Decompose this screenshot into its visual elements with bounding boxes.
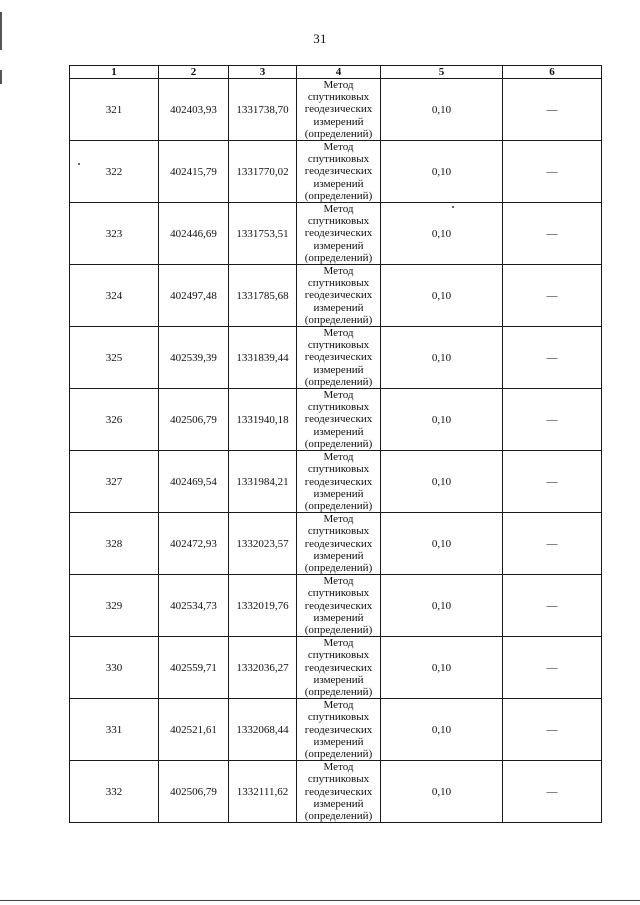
method-line: Метод — [323, 699, 354, 712]
table-row — [70, 79, 602, 141]
method-line: геодезических — [304, 537, 373, 550]
method-line: измерений — [313, 425, 364, 438]
accuracy-cell: 0,10 — [381, 203, 503, 265]
method-line: спутниковых — [307, 587, 370, 600]
x-coordinate-cell: 402506,79 — [159, 389, 229, 451]
method-line: геодезических — [304, 289, 373, 302]
method-line: измерений — [313, 487, 364, 500]
x-coordinate-cell: 402521,61 — [159, 699, 229, 761]
y-coordinate-cell: 1331785,68 — [229, 265, 297, 327]
note-cell: — — [503, 699, 602, 761]
y-coordinate-cell: 1331839,44 — [229, 327, 297, 389]
table-header — [70, 66, 602, 79]
table-body — [70, 79, 602, 823]
point-number-cell: 323 — [70, 203, 159, 265]
x-coordinate-cell: 402506,79 — [159, 761, 229, 823]
method-line: Метод — [323, 761, 354, 774]
y-coordinate-cell: 1331940,18 — [229, 389, 297, 451]
table-row — [70, 513, 602, 575]
method-line: спутниковых — [307, 711, 370, 724]
method-line: (определений) — [304, 313, 373, 326]
method-line: геодезических — [304, 723, 373, 736]
y-coordinate-cell: 1332019,76 — [229, 575, 297, 637]
method-line: Метод — [323, 141, 354, 154]
point-number-cell: 327 — [70, 451, 159, 513]
method-line: спутниковых — [307, 525, 370, 538]
accuracy-cell: 0,10 — [381, 575, 503, 637]
method-line: геодезических — [304, 413, 373, 426]
method-line: (определений) — [304, 685, 373, 698]
method-line: спутниковых — [307, 773, 370, 786]
table-row — [70, 699, 602, 761]
method-line: спутниковых — [307, 401, 370, 414]
method-line: геодезических — [304, 227, 373, 240]
method-line: спутниковых — [307, 463, 370, 476]
method-line: спутниковых — [307, 277, 370, 290]
method-line: измерений — [313, 549, 364, 562]
note-cell: — — [503, 265, 602, 327]
method-cell — [297, 203, 381, 265]
column-header-1: 1 — [70, 66, 159, 79]
point-number-cell: 322 — [70, 141, 159, 203]
y-coordinate-cell: 1331753,51 — [229, 203, 297, 265]
column-header-2: 2 — [159, 66, 229, 79]
accuracy-cell: 0,10 — [381, 699, 503, 761]
method-cell — [297, 699, 381, 761]
method-line: геодезических — [304, 599, 373, 612]
scan-bottom-edge — [0, 900, 640, 901]
x-coordinate-cell: 402403,93 — [159, 79, 229, 141]
page-number: 31 — [313, 31, 327, 46]
method-cell — [297, 265, 381, 327]
method-line: спутниковых — [307, 339, 370, 352]
point-number-cell: 332 — [70, 761, 159, 823]
point-number-cell: 329 — [70, 575, 159, 637]
y-coordinate-cell: 1332068,44 — [229, 699, 297, 761]
method-line: (определений) — [304, 189, 373, 202]
x-coordinate-cell: 402446,69 — [159, 203, 229, 265]
y-coordinate-cell: 1332023,57 — [229, 513, 297, 575]
method-line: Метод — [323, 451, 354, 464]
method-line: спутниковых — [307, 153, 370, 166]
table-row — [70, 575, 602, 637]
method-cell — [297, 513, 381, 575]
x-coordinate-cell: 402497,48 — [159, 265, 229, 327]
table-row — [70, 265, 602, 327]
method-line: Метод — [323, 203, 354, 216]
method-cell — [297, 637, 381, 699]
x-coordinate-cell: 402472,93 — [159, 513, 229, 575]
method-line: измерений — [313, 239, 364, 252]
method-cell — [297, 327, 381, 389]
point-number-cell: 326 — [70, 389, 159, 451]
method-line: Метод — [323, 389, 354, 402]
note-cell: — — [503, 761, 602, 823]
y-coordinate-cell: 1332036,27 — [229, 637, 297, 699]
table-row — [70, 327, 602, 389]
method-line: (определений) — [304, 747, 373, 760]
accuracy-cell: 0,10 — [381, 513, 503, 575]
method-line: спутниковых — [307, 649, 370, 662]
method-line: геодезических — [304, 785, 373, 798]
note-cell: — — [503, 141, 602, 203]
note-cell: — — [503, 575, 602, 637]
method-line: измерений — [313, 611, 364, 624]
column-header-4: 4 — [297, 66, 381, 79]
y-coordinate-cell: 1331770,02 — [229, 141, 297, 203]
method-line: геодезических — [304, 475, 373, 488]
point-number-cell: 321 — [70, 79, 159, 141]
accuracy-cell: 0,10 — [381, 451, 503, 513]
method-line: измерений — [313, 363, 364, 376]
method-line: (определений) — [304, 499, 373, 512]
method-line: (определений) — [304, 809, 373, 822]
method-line: измерений — [313, 301, 364, 314]
note-cell: — — [503, 389, 602, 451]
x-coordinate-cell: 402559,71 — [159, 637, 229, 699]
method-cell — [297, 389, 381, 451]
method-line: геодезических — [304, 103, 373, 116]
note-cell: — — [503, 203, 602, 265]
method-cell — [297, 141, 381, 203]
method-line: измерений — [313, 115, 364, 128]
accuracy-cell: 0,10 — [381, 637, 503, 699]
method-cell — [297, 575, 381, 637]
note-cell: — — [503, 79, 602, 141]
note-cell: — — [503, 513, 602, 575]
x-coordinate-cell: 402469,54 — [159, 451, 229, 513]
header-row — [70, 66, 602, 79]
point-number-cell: 325 — [70, 327, 159, 389]
x-coordinate-cell: 402539,39 — [159, 327, 229, 389]
y-coordinate-cell: 1332111,62 — [229, 761, 297, 823]
x-coordinate-cell: 402534,73 — [159, 575, 229, 637]
note-cell: — — [503, 327, 602, 389]
method-line: (определений) — [304, 437, 373, 450]
method-line: измерений — [313, 673, 364, 686]
method-line: измерений — [313, 177, 364, 190]
table-row — [70, 451, 602, 513]
method-line: (определений) — [304, 127, 373, 140]
scan-edge-mark-mid — [0, 70, 2, 84]
method-line: геодезических — [304, 661, 373, 674]
note-cell: — — [503, 637, 602, 699]
method-line: Метод — [323, 265, 354, 278]
x-coordinate-cell: 402415,79 — [159, 141, 229, 203]
method-line: измерений — [313, 797, 364, 810]
table-row — [70, 141, 602, 203]
y-coordinate-cell: 1331984,21 — [229, 451, 297, 513]
method-line: (определений) — [304, 251, 373, 264]
method-line: (определений) — [304, 375, 373, 388]
y-coordinate-cell: 1331738,70 — [229, 79, 297, 141]
accuracy-cell: 0,10 — [381, 327, 503, 389]
method-line: геодезических — [304, 351, 373, 364]
method-cell — [297, 79, 381, 141]
method-line: измерений — [313, 735, 364, 748]
method-line: (определений) — [304, 623, 373, 636]
accuracy-cell: 0,10 — [381, 389, 503, 451]
column-header-3: 3 — [229, 66, 297, 79]
accuracy-cell: 0,10 — [381, 79, 503, 141]
method-cell — [297, 761, 381, 823]
column-header-6: 6 — [503, 66, 602, 79]
method-line: Метод — [323, 575, 354, 588]
coordinates-table — [69, 65, 602, 823]
note-cell: — — [503, 451, 602, 513]
method-line: Метод — [323, 327, 354, 340]
accuracy-cell: 0,10 — [381, 141, 503, 203]
method-line: Метод — [323, 513, 354, 526]
point-number-cell: 330 — [70, 637, 159, 699]
point-number-cell: 331 — [70, 699, 159, 761]
accuracy-cell: 0,10 — [381, 761, 503, 823]
method-line: Метод — [323, 79, 354, 91]
accuracy-cell: 0,10 — [381, 265, 503, 327]
method-line: геодезических — [304, 165, 373, 178]
point-number-cell: 324 — [70, 265, 159, 327]
method-line: (определений) — [304, 561, 373, 574]
method-cell — [297, 451, 381, 513]
method-line: спутниковых — [307, 215, 370, 228]
table-row — [70, 761, 602, 823]
method-line: Метод — [323, 637, 354, 650]
table-row — [70, 203, 602, 265]
column-header-5: 5 — [381, 66, 503, 79]
point-number-cell: 328 — [70, 513, 159, 575]
table-row — [70, 637, 602, 699]
table-row — [70, 389, 602, 451]
method-line: спутниковых — [307, 91, 370, 104]
